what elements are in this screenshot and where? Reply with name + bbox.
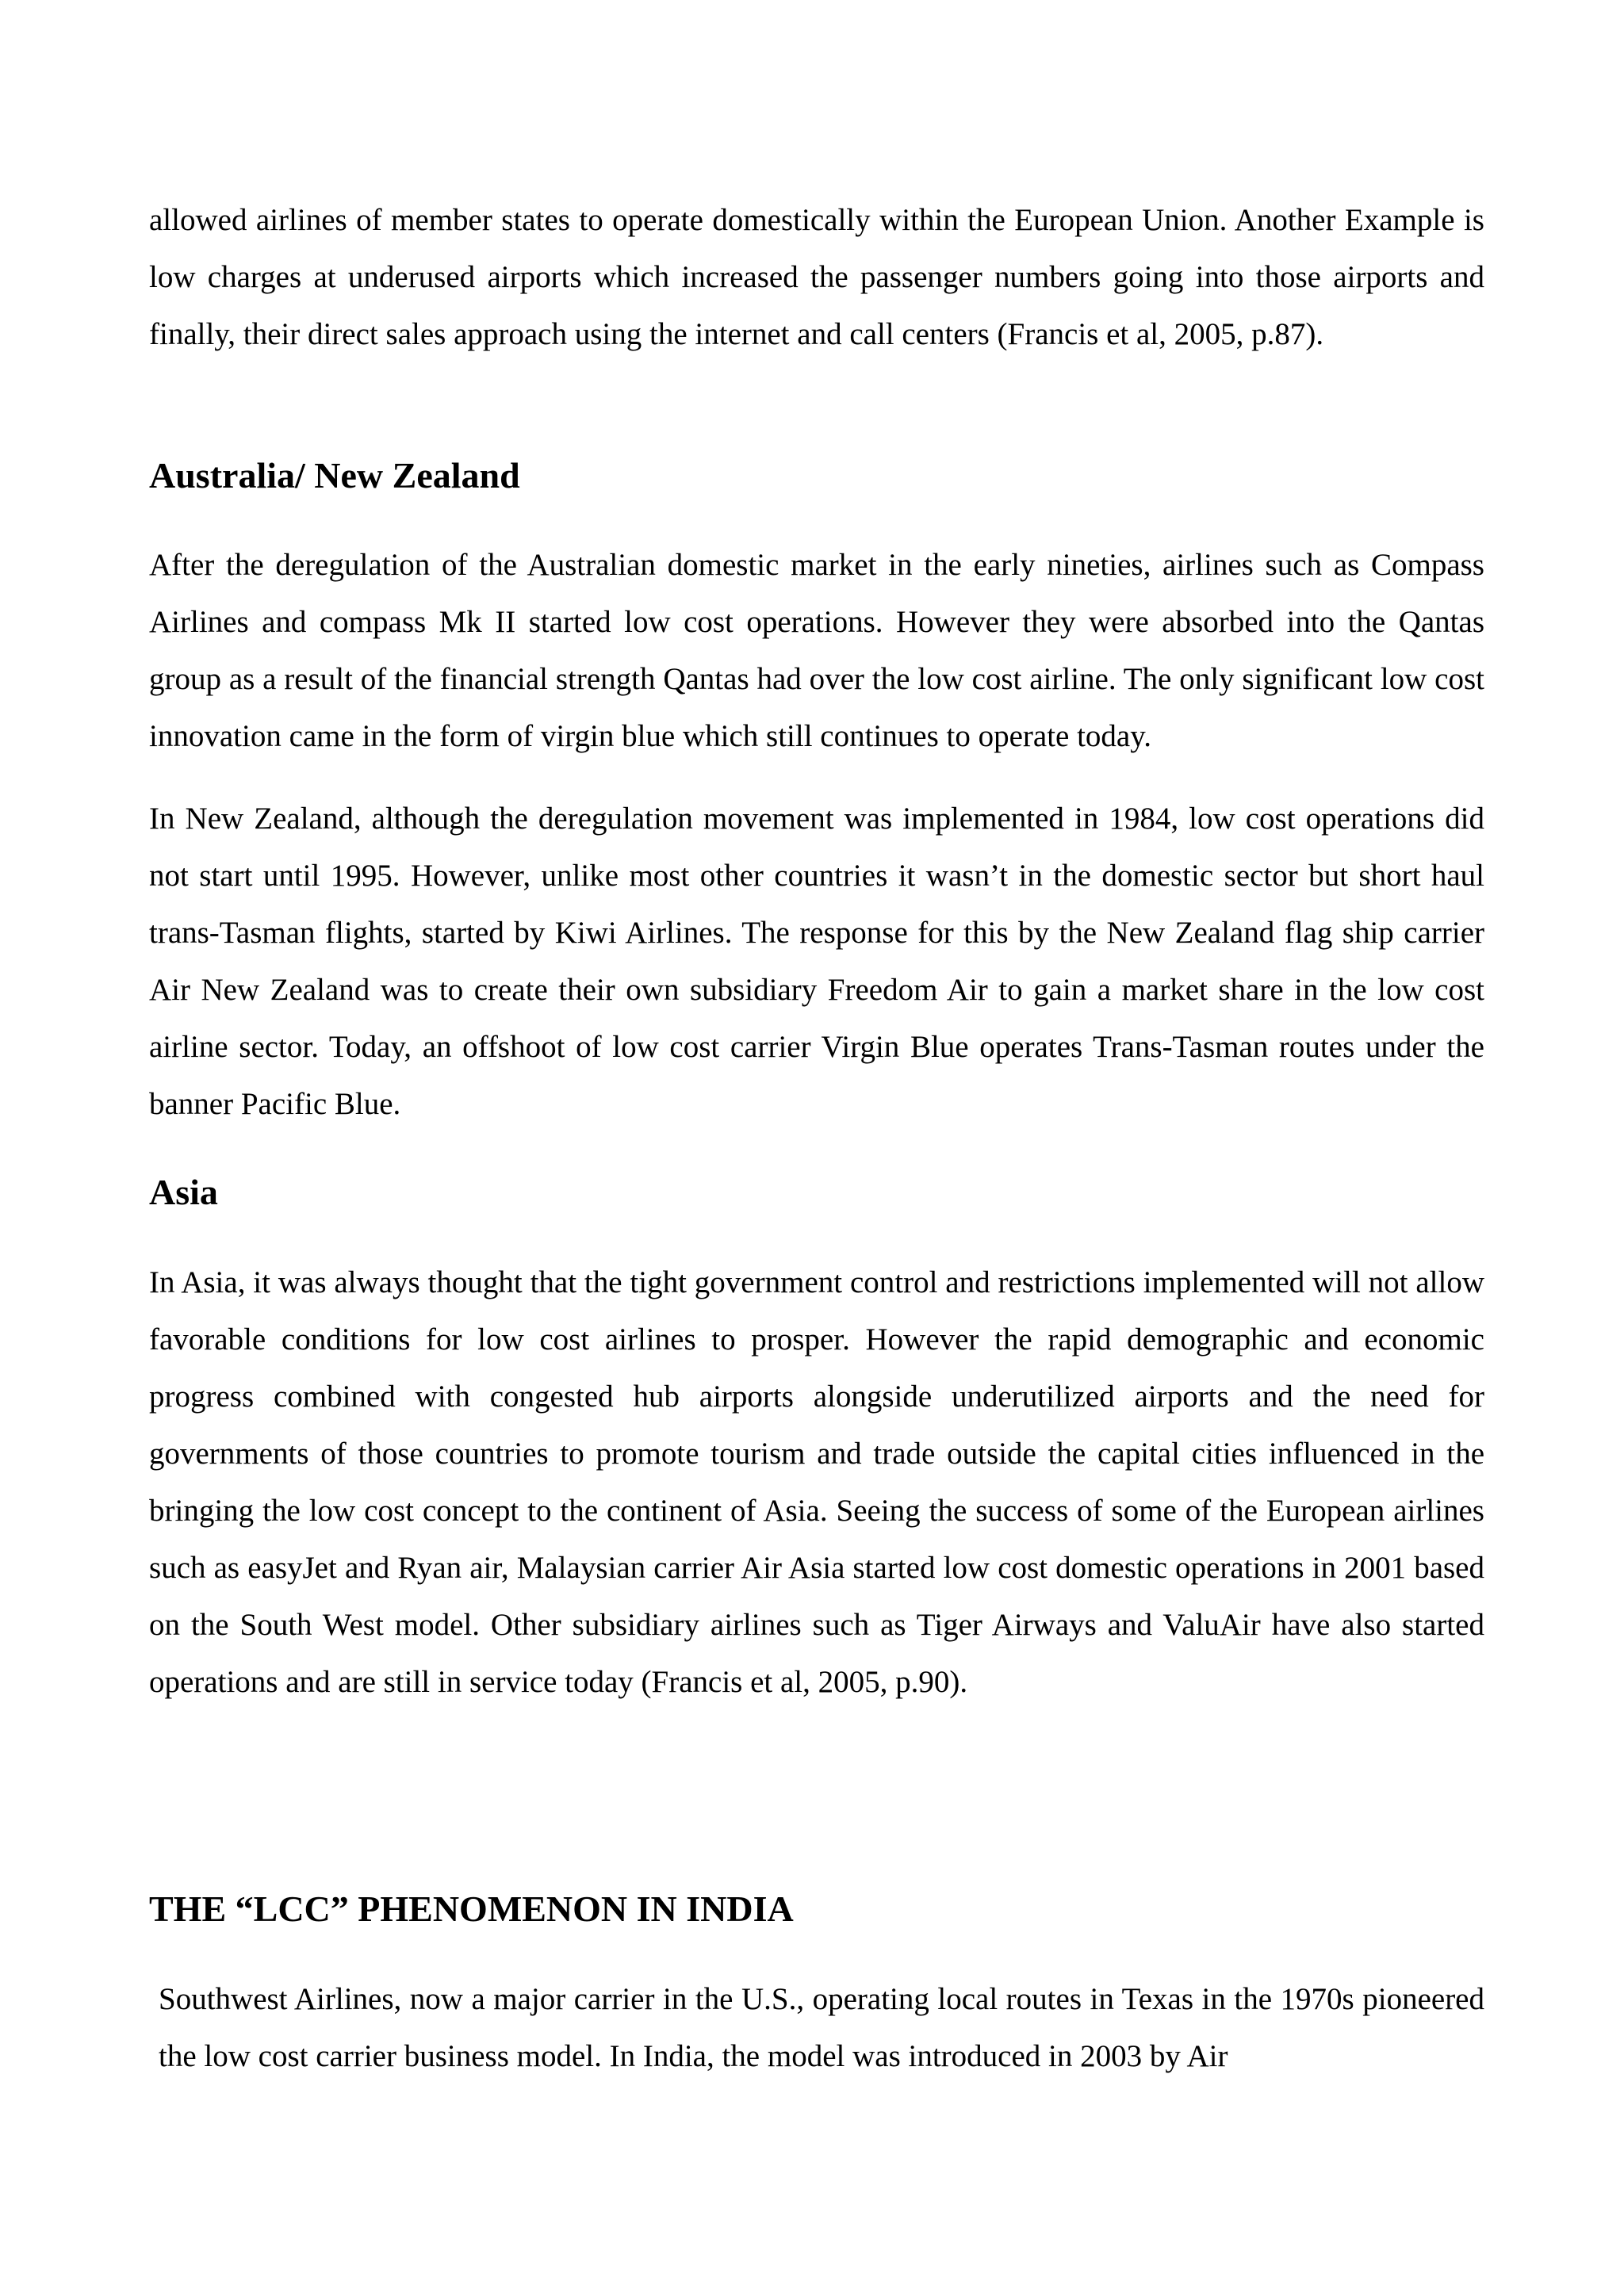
heading-lcc-india: THE “LCC” PHENOMENON IN INDIA (149, 1888, 794, 1929)
paragraph-australia: After the deregulation of the Australian domestic market in the early nineties, airlines such as Compass Airlines and compass Mk II started low cost operations. However they were absorbed into the Qantas group as a result of the financial strength Qantas had over the low cost airline. The only significant low cost innovation came in the form of virgin blue which still continues to operate today. (149, 548, 1484, 753)
paragraph-eu-airlines: allowed airlines of member states to operate domestically within the European Union. Another Example is low charges at underused airports which increased the passenger numbers going into those airports and finally, their direct sales approach using the internet and call centers (Francis et al, 2005, p.87). (149, 203, 1484, 351)
paragraph-new-zealand: In New Zealand, although the deregulation movement was implemented in 1984, low cost operations did not start until 1995. However, unlike most other countries it wasn’t in the domestic sector but short haul trans-Tasman flights, started by Kiwi Airlines. The response for this by the New Zealand flag ship carrier Air New Zealand was to create their own subsidiary Freedom Air to gain a market share in the low cost airline sector. Today, an offshoot of low cost carrier Virgin Blue operates Trans-Tasman routes under the banner Pacific Blue. (149, 802, 1484, 1121)
paragraph-lcc-india: Southwest Airlines, now a major carrier in the U.S., operating local routes in Texas in the 1970s pioneered the low cost carrier business model. In India, the model was introduced in 2003 by Air (159, 1982, 1484, 2073)
heading-asia: Asia (149, 1172, 218, 1212)
paragraph-asia: In Asia, it was always thought that the tight government control and restrictions implemented will not allow favorable conditions for low cost airlines to prosper. However the rapid demographic and economic progress combined with congested hub airports alongside underutilized airports and the need for governments of those countries to promote tourism and trade outside the capital cities influenced in the bringing the low cost concept to the continent of Asia. Seeing the success of some of the European airlines such as easyJet and Ryan air, Malaysian carrier Air Asia started low cost domestic operations in 2001 based on the South West model. Other subsidiary airlines such as Tiger Airways and ValuAir have also started operations and are still in service today (Francis et al, 2005, p.90). (149, 1265, 1484, 1699)
heading-australia-new-zealand: Australia/ New Zealand (149, 455, 520, 496)
